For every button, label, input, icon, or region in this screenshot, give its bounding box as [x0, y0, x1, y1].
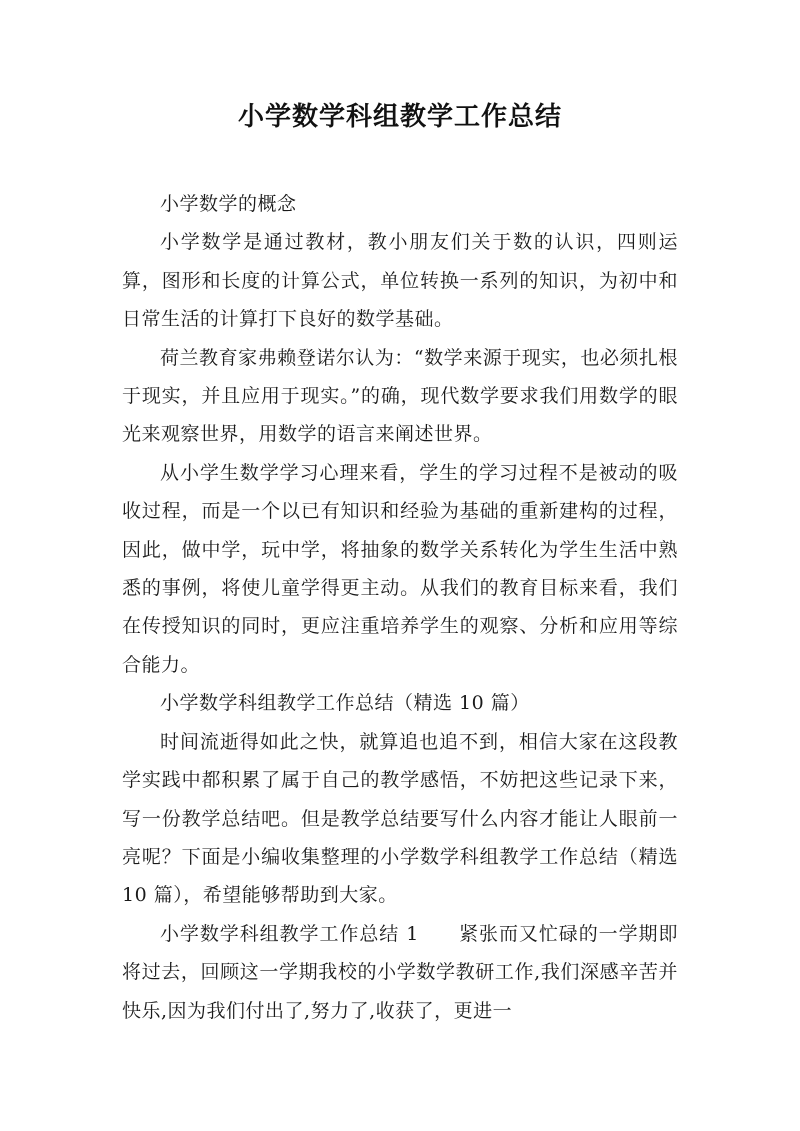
document-title: 小学数学科组教学工作总结: [237, 102, 562, 132]
paragraph-learning-psychology: 从小学生数学学习心理来看，学生的学习过程不是被动的吸收过程，而是一个以已有知识和经验为基础的重新建构的过程，因此，做中学，玩中学，将抽象的数学关系转化为学生生活中熟悉的事例，将使儿童学得更主动。从我们的教育目标来看，我们在传授知识的同时，更应注重培养学生的观察、分析和应用等综合能力。: [122, 461, 678, 676]
paragraph-introduction: 时间流逝得如此之快，就算追也追不到，相信大家在这段教学实践中都积累了属于自己的教学感悟，不妨把这些记录下来，写一份教学总结吧。但是教学总结要写什么内容才能让人眼前一亮呢？下面是小编收集整理的小学数学科组教学工作总结（精选 10 篇），希望能够帮助到大家。: [122, 730, 678, 907]
paragraph-freudenthal-quote: 荷兰教育家弗赖登诺尔认为：“数学来源于现实，也必须扎根于现实，并且应用于现实。”的确，现代数学要求我们用数学的眼光来观察世界，用数学的语言来阐述世界。: [122, 346, 678, 446]
document-body: [122, 185, 678, 1030]
paragraph-concept-heading: 小学数学的概念: [160, 193, 297, 215]
paragraph-summary-1: 小学数学科组教学工作总结 1 紧张而又忙碌的一学期即将过去，回顾这一学期我校的小学数学教研工作,我们深感辛苦并快乐,因为我们付出了,努力了,收获了，更进一: [122, 922, 678, 1022]
paragraph-definition: 小学数学是通过教材，教小朋友们关于数的认识，四则运算，图形和长度的计算公式，单位转换一系列的知识，为初中和日常生活的计算打下良好的数学基础。: [122, 231, 678, 331]
paragraph-section-heading: 小学数学科组教学工作总结（精选 10 篇）: [160, 692, 530, 715]
